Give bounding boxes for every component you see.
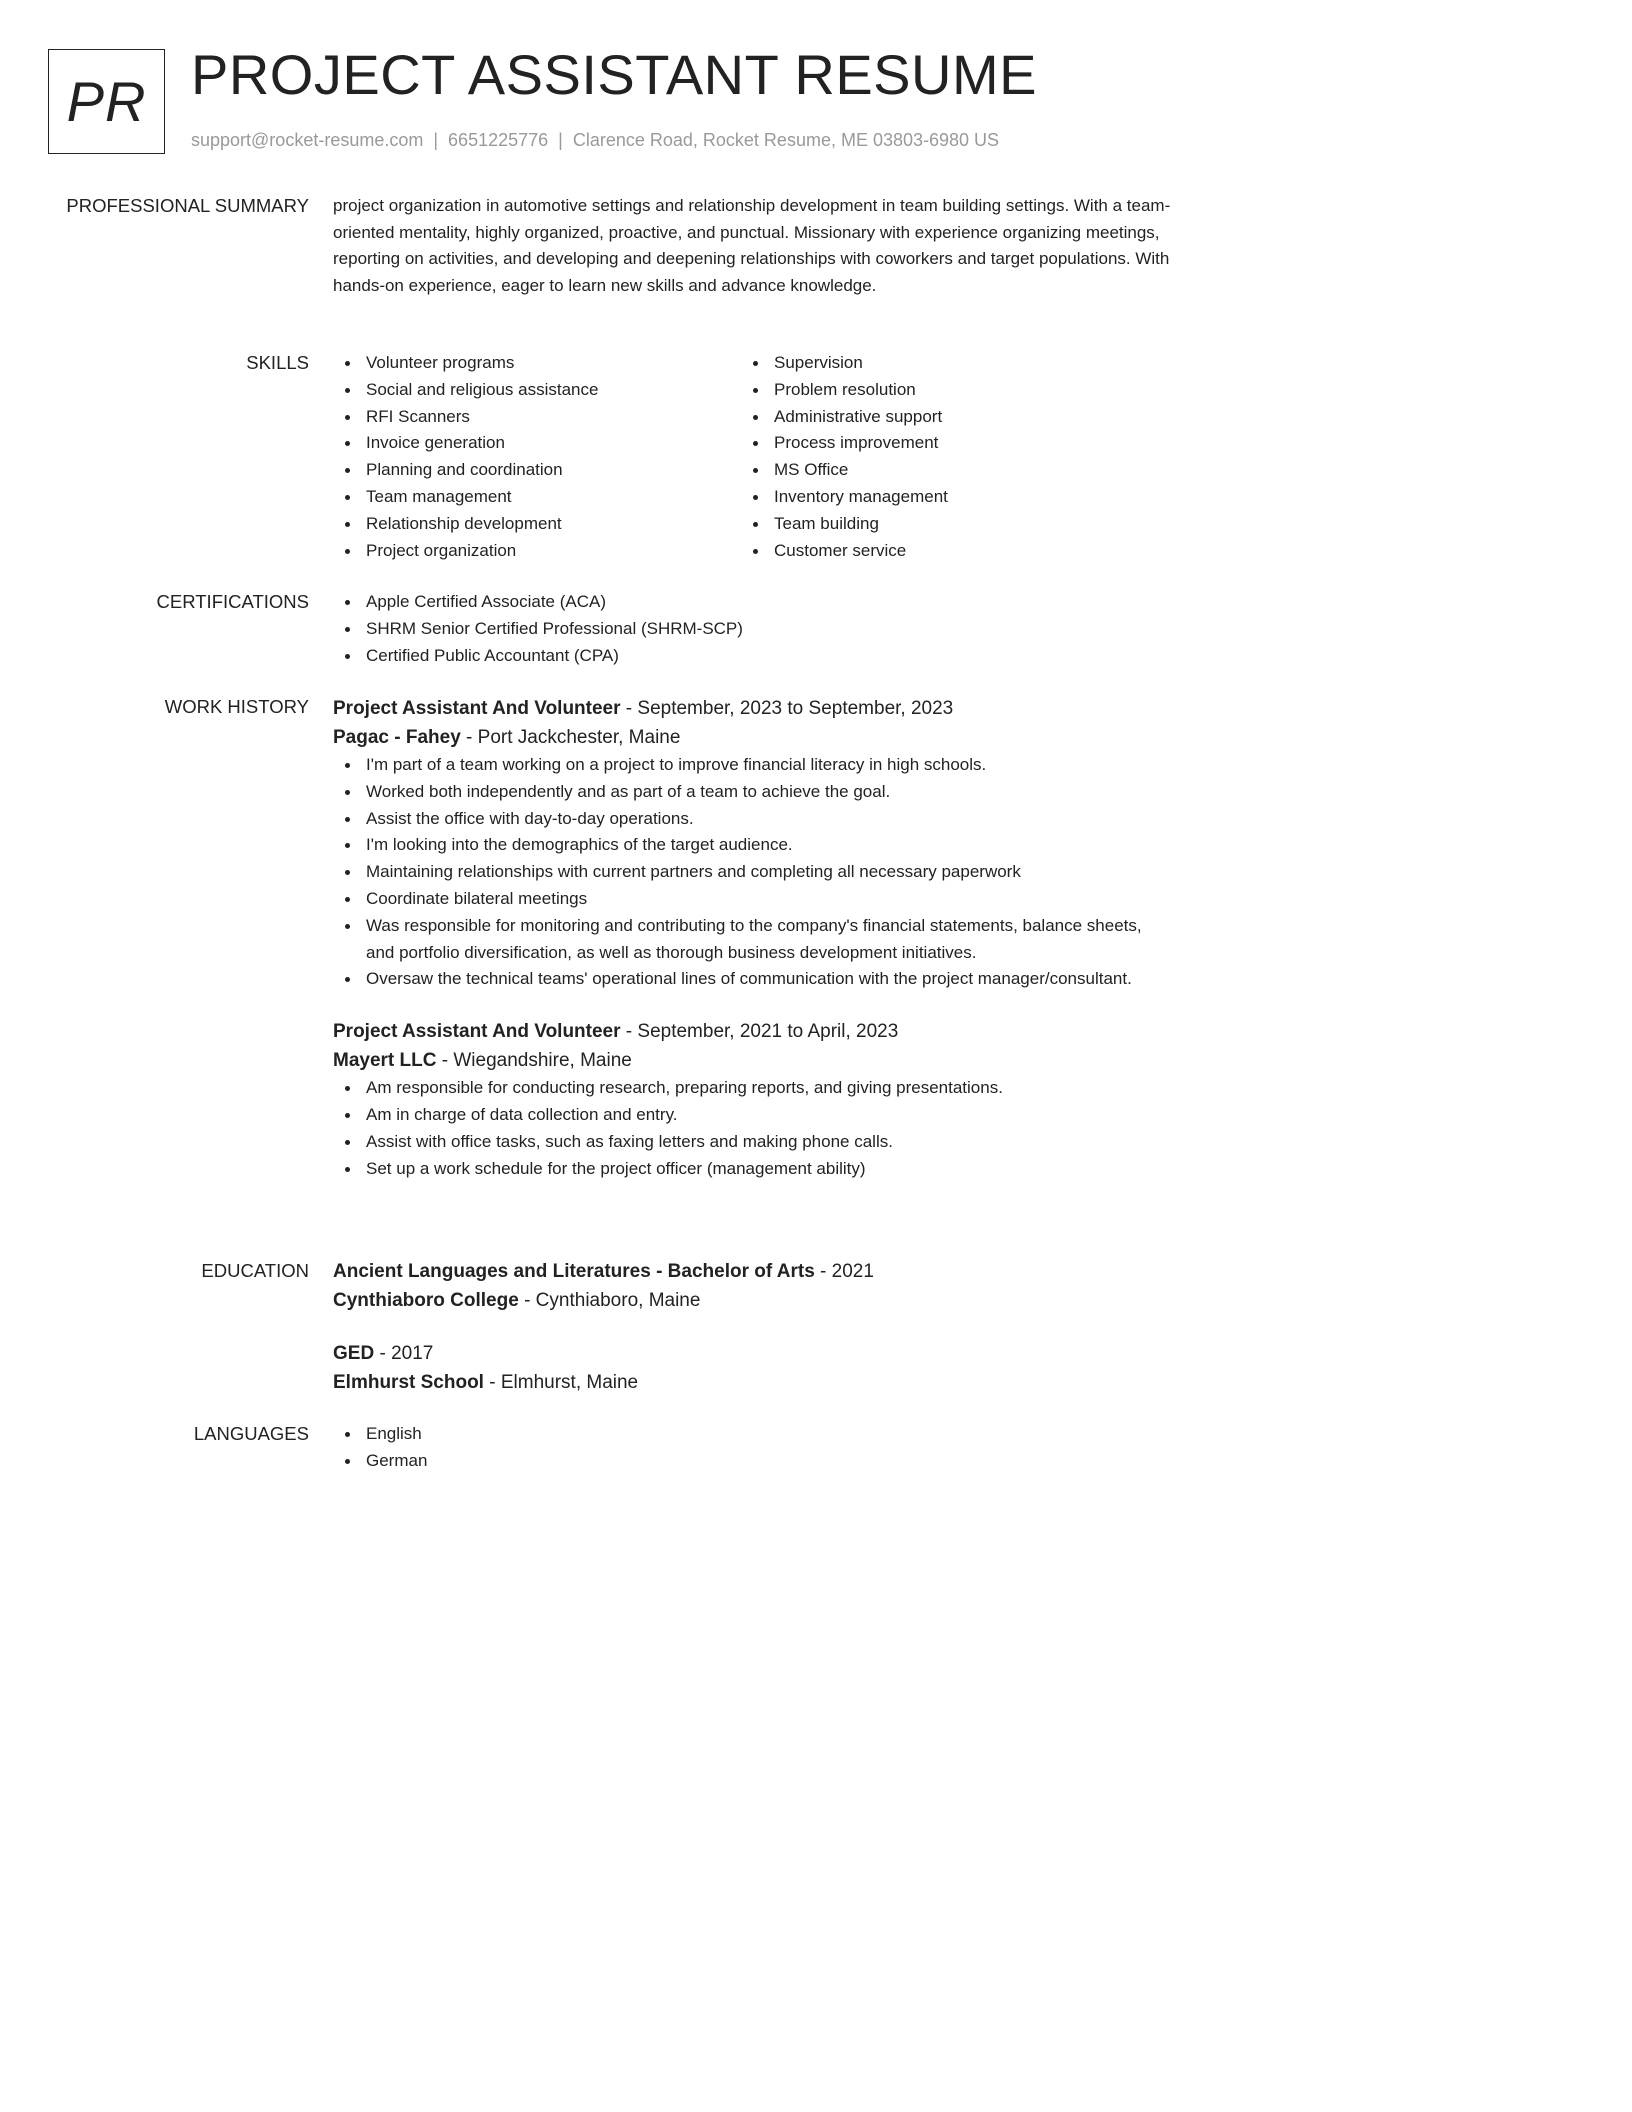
skill-item: Invoice generation (366, 430, 598, 457)
job-company-line (333, 723, 1173, 752)
job-title: Project Assistant And Volunteer (333, 1021, 621, 1043)
skills-heading: SKILLS (246, 352, 309, 373)
languages-heading: LANGUAGES (193, 1423, 309, 1444)
job-bullet: Coordinate bilateral meetings (366, 886, 1173, 913)
contact-separator: | (433, 130, 439, 150)
skill-item: Problem resolution (774, 377, 948, 404)
job-bullet: I'm looking into the demographics of the target audience. (366, 832, 1173, 859)
job-company: Pagac - Fahey (333, 727, 461, 748)
skill-item: Volunteer programs (366, 350, 598, 377)
education-degree-line (333, 1258, 1173, 1287)
job-dates: - September, 2021 to April, 2023 (620, 1021, 899, 1043)
skill-item: Project organization (366, 538, 598, 565)
summary-text: project organization in automotive settings and relationship development in team building settings. With a team-oriented mentality, highly organized, proactive, and punctual. Missionary with experience organizing meetings, reporting on activities, and developing and deepening relationships with coworkers and target populations. With hands-on experience, eager to learn new skills and advance knowledge. (333, 196, 1171, 296)
job-bullet: Assist with office tasks, such as faxing letters and making phone calls. (366, 1129, 1173, 1156)
work-history-body (333, 694, 1173, 1182)
job-bullet: Maintaining relationships with current partners and completing all necessary paperwork (366, 859, 1173, 886)
monogram-logo: PR (48, 49, 165, 154)
contact-address: Clarence Road, Rocket Resume, ME 03803-6980 US (572, 130, 1000, 150)
skill-item: Social and religious assistance (366, 377, 598, 404)
job-bullets (333, 752, 1173, 993)
resume-title: PROJECT ASSISTANT RESUME (191, 43, 1037, 106)
job-entry (333, 694, 1173, 993)
contact-line (191, 130, 999, 151)
job-title-line (333, 1017, 1173, 1046)
skill-item: Team building (774, 511, 948, 538)
job-bullet: Was responsible for monitoring and contributing to the company's financial statements, balance sheets, and portfolio diversification, as well as thorough business development initiatives. (366, 913, 1173, 967)
job-bullet: Oversaw the technical teams' operational lines of communication with the project manager/consultant. (366, 966, 1173, 993)
skills-column-left (333, 350, 598, 564)
education-degree: GED (333, 1343, 375, 1364)
certifications-body (333, 589, 1173, 669)
education-body (333, 1258, 1173, 1397)
work-history-heading: WORK HISTORY (164, 696, 309, 717)
skill-item: Supervision (774, 350, 948, 377)
education-school-line (333, 1287, 1173, 1316)
job-bullet: Set up a work schedule for the project officer (management ability) (366, 1156, 1173, 1183)
skill-item: Process improvement (774, 430, 948, 457)
education-year: - 2017 (374, 1343, 434, 1364)
education-school: Cynthiaboro College (333, 1289, 519, 1311)
skills-list-left (333, 350, 598, 564)
education-entry (333, 1258, 1173, 1315)
summary-body (333, 193, 1173, 300)
education-degree-line (333, 1340, 1173, 1369)
education-year: - 2021 (814, 1261, 874, 1282)
skill-item: Customer service (774, 538, 948, 565)
job-bullet: Worked both independently and as part of a team to achieve the goal. (366, 779, 1173, 806)
certifications-list (333, 589, 1173, 669)
job-location: - Port Jackchester, Maine (460, 727, 681, 748)
job-location: - Wiegandshire, Maine (436, 1050, 632, 1072)
language-item: German (366, 1448, 1173, 1475)
job-title-line (333, 694, 1173, 723)
education-school-line (333, 1369, 1173, 1398)
job-bullet: Assist the office with day-to-day operations. (366, 806, 1173, 833)
skill-item: RFI Scanners (366, 404, 598, 431)
languages-body (333, 1421, 1173, 1475)
education-entry (333, 1340, 1173, 1397)
contact-phone[interactable]: 6651225776 (448, 130, 549, 150)
language-item: English (366, 1421, 1173, 1448)
skill-item: Inventory management (774, 484, 948, 511)
education-location: - Elmhurst, Maine (483, 1371, 639, 1393)
job-entry (333, 1017, 1173, 1182)
summary-heading: PROFESSIONAL SUMMARY (66, 195, 309, 216)
certification-item: SHRM Senior Certified Professional (SHRM-SCP) (366, 616, 1173, 643)
job-bullet: Am in charge of data collection and entry. (366, 1102, 1173, 1129)
education-degree: Ancient Languages and Literatures - Bachelor of Arts (333, 1261, 815, 1282)
skill-item: Relationship development (366, 511, 598, 538)
languages-list (333, 1421, 1173, 1475)
contact-email[interactable]: support@rocket-resume.com (191, 130, 424, 150)
skill-item: MS Office (774, 457, 948, 484)
contact-separator: | (558, 130, 563, 150)
job-dates: - September, 2023 to September, 2023 (620, 698, 954, 719)
skills-body (333, 350, 1173, 570)
skills-list-right (741, 350, 948, 564)
skill-item: Planning and coordination (366, 457, 598, 484)
education-heading: EDUCATION (201, 1260, 309, 1281)
job-bullets (333, 1075, 1173, 1182)
job-company-line (333, 1046, 1173, 1075)
skills-column-right (741, 350, 948, 564)
education-school: Elmhurst School (333, 1371, 484, 1393)
certification-item: Apple Certified Associate (ACA) (366, 589, 1173, 616)
certification-item: Certified Public Accountant (CPA) (366, 643, 1173, 670)
job-bullet: I'm part of a team working on a project to improve financial literacy in high schools. (366, 752, 1173, 779)
job-bullet: Am responsible for conducting research, preparing reports, and giving presentations. (366, 1075, 1173, 1102)
job-title: Project Assistant And Volunteer (333, 698, 621, 719)
job-company: Mayert LLC (333, 1050, 437, 1072)
skill-item: Team management (366, 484, 598, 511)
education-location: - Cynthiaboro, Maine (518, 1289, 701, 1311)
skill-item: Administrative support (774, 404, 948, 431)
certifications-heading: CERTIFICATIONS (156, 591, 309, 612)
